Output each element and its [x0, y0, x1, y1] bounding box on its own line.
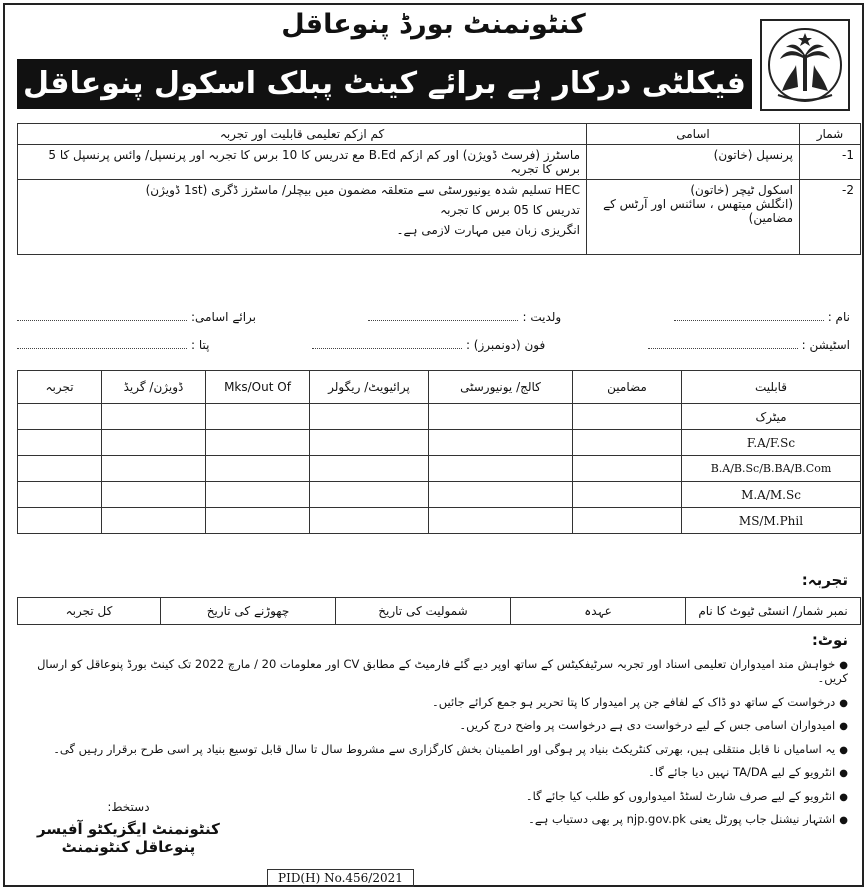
qualification-header-row	[18, 371, 861, 404]
col-total-experience: کل تجربہ	[18, 598, 161, 625]
station-field: اسٹیشن :	[648, 338, 850, 352]
signatory-title: کنٹونمنٹ ایگزیکٹو آفیسر	[37, 820, 220, 838]
post-qualification-cell	[18, 180, 587, 255]
col-subjects: مضامین	[573, 371, 682, 404]
palm-tree-emblem-icon	[766, 25, 844, 105]
qualification-row: F.A/F.Sc	[18, 430, 861, 456]
qualification-row: M.A/M.Sc	[18, 482, 861, 508]
note-item: ● درخواست کے ساتھ دو ڈاک کے لفافے جن پر امیدوار کا پتا تحریر ہو جمع کرائے جائیں۔	[28, 695, 848, 709]
cantonment-board-logo	[760, 19, 850, 111]
col-leaving-date: چھوڑنے کی تاریخ	[161, 598, 336, 625]
father-field: ولدیت :	[368, 310, 561, 324]
note-item: ● انٹرویو کے لیے TA/DA نہیں دیا جائے گا۔	[28, 765, 848, 779]
col-marks: Mks/Out Of	[206, 371, 310, 404]
post-title: پرنسپل (خاتون)	[587, 145, 800, 180]
experience-table	[17, 597, 861, 625]
notes-title: نوٹ:	[811, 631, 848, 649]
applicant-form	[17, 310, 850, 366]
qualification-row: میٹرک	[18, 404, 861, 430]
pid-number: PID(H) No.456/2021	[267, 869, 414, 887]
post-subjects: (انگلش میتھس ، سائنس اور آرٹس کے مضامین)	[603, 197, 793, 225]
advertisement-page	[3, 3, 864, 887]
signatory-place: پنوعاقل کنٹونمنٹ	[61, 838, 196, 856]
signature-label: دستخط:	[107, 800, 150, 814]
col-private-regular: پرائیویٹ/ ریگولر	[310, 371, 429, 404]
post-field: برائے اسامی:	[17, 310, 256, 324]
serial-header: شمار	[800, 124, 861, 145]
note-item: ● یہ اسامیاں نا قابل منتقلی ہیں، بھرتی کنٹریکٹ بنیاد پر ہوگی اور اطمینان بخش کارگزاری سے مشروط سال تا سال قابل توسیع بنیاد پر اسی طرح برقرار رہیں گی۔	[28, 742, 848, 756]
name-field: نام :	[674, 310, 850, 324]
post-serial: 1-	[800, 145, 861, 180]
qualification-table	[17, 370, 861, 534]
post-title-cell	[587, 180, 800, 255]
address-field: پتا :	[17, 338, 209, 352]
posts-table	[17, 123, 861, 255]
col-designation: عہدہ	[511, 598, 686, 625]
post-header: اسامی	[587, 124, 800, 145]
post-qualification: HEC تسلیم شدہ یونیورسٹی سے متعلقہ مضمون میں بیچلر/ ماسٹرز ڈگری (1st ڈویژن)	[145, 183, 580, 197]
note-item: ● اشتہار نیشنل جاب پورٹل یعنی njp.gov.pk پر بھی دستیاب ہے۔	[28, 812, 848, 826]
col-college: کالج/ یونیورسٹی	[429, 371, 573, 404]
posts-row	[18, 180, 861, 255]
posts-table-header	[18, 124, 861, 145]
posts-row	[18, 145, 861, 180]
phone-field: فون (دونمبرز) :	[312, 338, 545, 352]
note-item: ● امیدواران اسامی جس کے لیے درخواست دی ہے درخواست پر واضح درج کریں۔	[28, 718, 848, 732]
post-serial: 2-	[800, 180, 861, 255]
qualification-row: MS/M.Phil	[18, 508, 861, 534]
note-item: ● خواہش مند امیدواران تعلیمی اسناد اور تجربہ سرٹیفکیٹس کے ساتھ اوپر دیے گئے فارمیٹ کے مطابق CV اور معلومات 20 / مارچ 2022 تک کینٹ بورڈ پنوعاقل کو ارسال کریں۔	[28, 657, 848, 685]
col-division: ڈویژن/ گریڈ	[102, 371, 206, 404]
col-experience: تجربہ	[18, 371, 102, 404]
post-language: انگریزی زبان میں مہارت لازمی ہے۔	[396, 223, 580, 237]
qualification-row: B.A/B.Sc/B.BA/B.Com	[18, 456, 861, 482]
col-qualification: قابلیت	[682, 371, 861, 404]
post-qualification: ماسٹرز (فرسٹ ڈویژن) اور کم ازکم B.Ed مع تدریس کا 10 برس کا تجربہ اور پرنسپل/ وائس پرنسپل کا 5 برس کا تجربہ	[18, 145, 587, 180]
experience-title: تجربہ:	[801, 571, 848, 589]
post-experience: تدریس کا 05 برس کا تجربہ	[440, 203, 580, 217]
col-institute: نمبر شمار/ انسٹی ٹیوٹ کا نام	[686, 598, 861, 625]
post-title: اسکول ٹیچر (خاتون)	[690, 183, 793, 197]
col-joining-date: شمولیت کی تاریخ	[336, 598, 511, 625]
signature-block	[37, 800, 220, 856]
note-item: ● انٹرویو کے لیے صرف شارٹ لسٹڈ امیدواروں کو طلب کیا جائے گا۔	[28, 789, 848, 803]
qualification-header: کم ازکم تعلیمی قابلیت اور تجربہ	[18, 124, 587, 145]
headline-banner: فیکلٹی درکار ہے برائے کینٹ پبلک اسکول پنوعاقل	[17, 59, 752, 109]
organization-name: کنٹونمنٹ بورڈ پنوعاقل	[281, 9, 586, 40]
